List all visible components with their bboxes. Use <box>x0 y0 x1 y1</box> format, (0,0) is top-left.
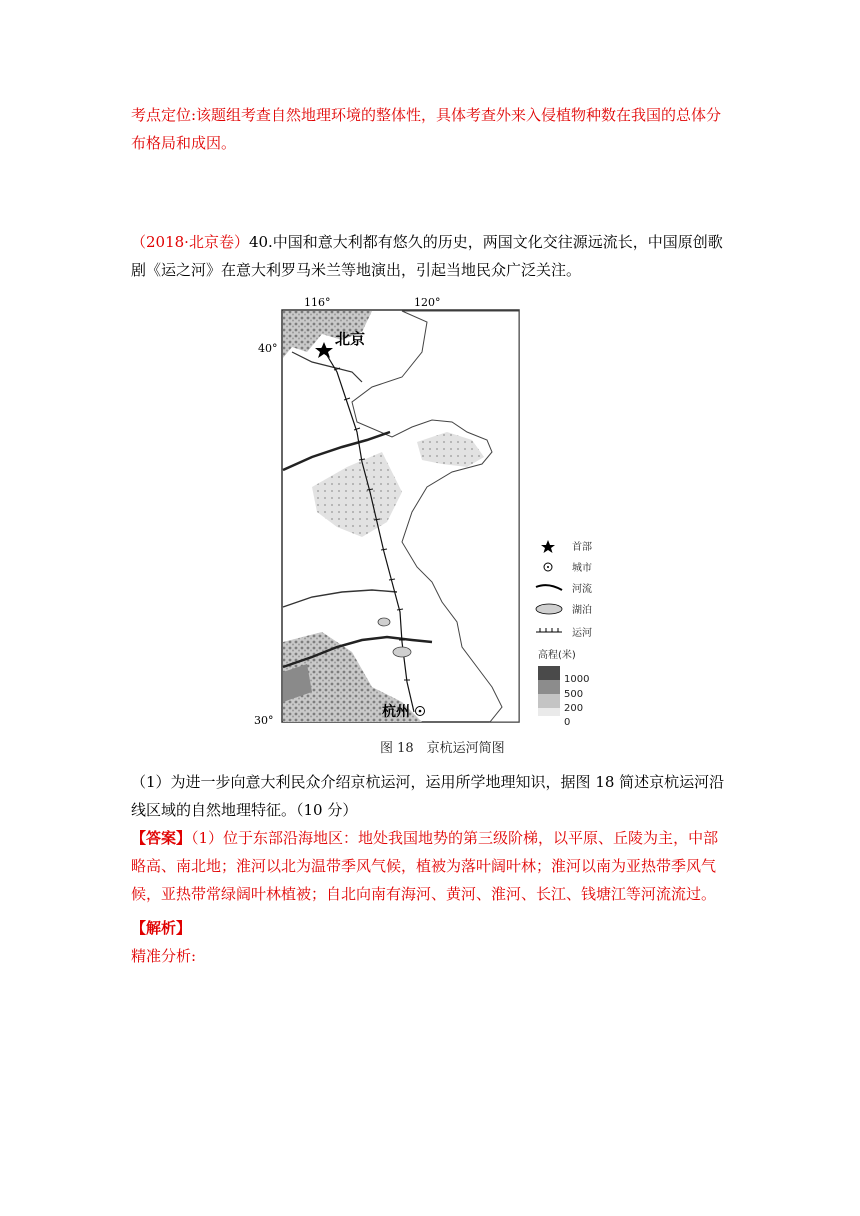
legend-capital: 首部 <box>572 542 592 553</box>
legend-city: 城市 <box>572 563 592 574</box>
grand-canal-map-figure <box>252 292 612 760</box>
beijing-label: 北京 <box>335 330 366 348</box>
kaodian-paragraph: 考点定位:该题组考查自然地理环境的整体性，具体考查外来入侵植物种数在我国的总体分布格局和成因。 <box>131 106 722 152</box>
capital-star-icon <box>541 540 555 553</box>
sub-question-1: （1）为进一步向意大利民众介绍京杭运河，运用所学地理知识，据图 18 简述京杭运河沿线区域的自然地理特征。（10 分） <box>131 773 725 819</box>
canal-icon <box>536 628 562 632</box>
question-text: 40.中国和意大利都有悠久的历史，两国文化交往源远流长，中国原创歌剧《运之河》在意大利罗马米兰等地演出，引起当地民众广泛关注。 <box>131 233 723 279</box>
figure-caption: 图 18 京杭运河简图 <box>380 741 505 756</box>
jingzhun-label: 精准分析: <box>131 947 197 965</box>
legend-elev-500: 500 <box>564 689 584 700</box>
lake-icon <box>536 604 562 614</box>
hangzhou-label: 杭州 <box>382 704 410 720</box>
jiexi-label: 【解析】 <box>131 919 192 937</box>
answer-label: 【答案】 <box>131 829 192 847</box>
map-svg <box>252 292 612 760</box>
lat-label-30: 30° <box>254 714 274 727</box>
question-source-tag: （2018·北京卷） <box>131 233 249 251</box>
map-legend <box>536 540 592 728</box>
answer-text: （1）位于东部沿海地区：地处我国地势的第三级阶梯，以平原、丘陵为主，中部略高、南北地；淮河以北为温带季风气候，植被为落叶阔叶林；淮河以南为亚热带季风气候，亚热带常绿阔叶林植被；自北向南有海河、黄河、淮河、长江、钱塘江等河流流过。 <box>131 829 719 903</box>
answer-paragraph <box>131 824 731 908</box>
legend-river: 河流 <box>572 584 592 595</box>
legend-canal: 运河 <box>572 628 592 639</box>
legend-elev-200: 200 <box>564 703 584 714</box>
legend-elev-0: 0 <box>564 717 571 728</box>
legend-elevation-title: 高程(米) <box>538 650 576 661</box>
legend-lake: 湖泊 <box>572 605 592 616</box>
question-paragraph <box>131 228 731 284</box>
lon-label-120: 120° <box>414 296 441 309</box>
lon-label-116: 116° <box>304 296 331 309</box>
legend-elev-1000: 1000 <box>564 674 590 685</box>
lat-label-40: 40° <box>258 342 278 355</box>
river-icon <box>536 585 562 590</box>
map-body <box>282 310 519 722</box>
